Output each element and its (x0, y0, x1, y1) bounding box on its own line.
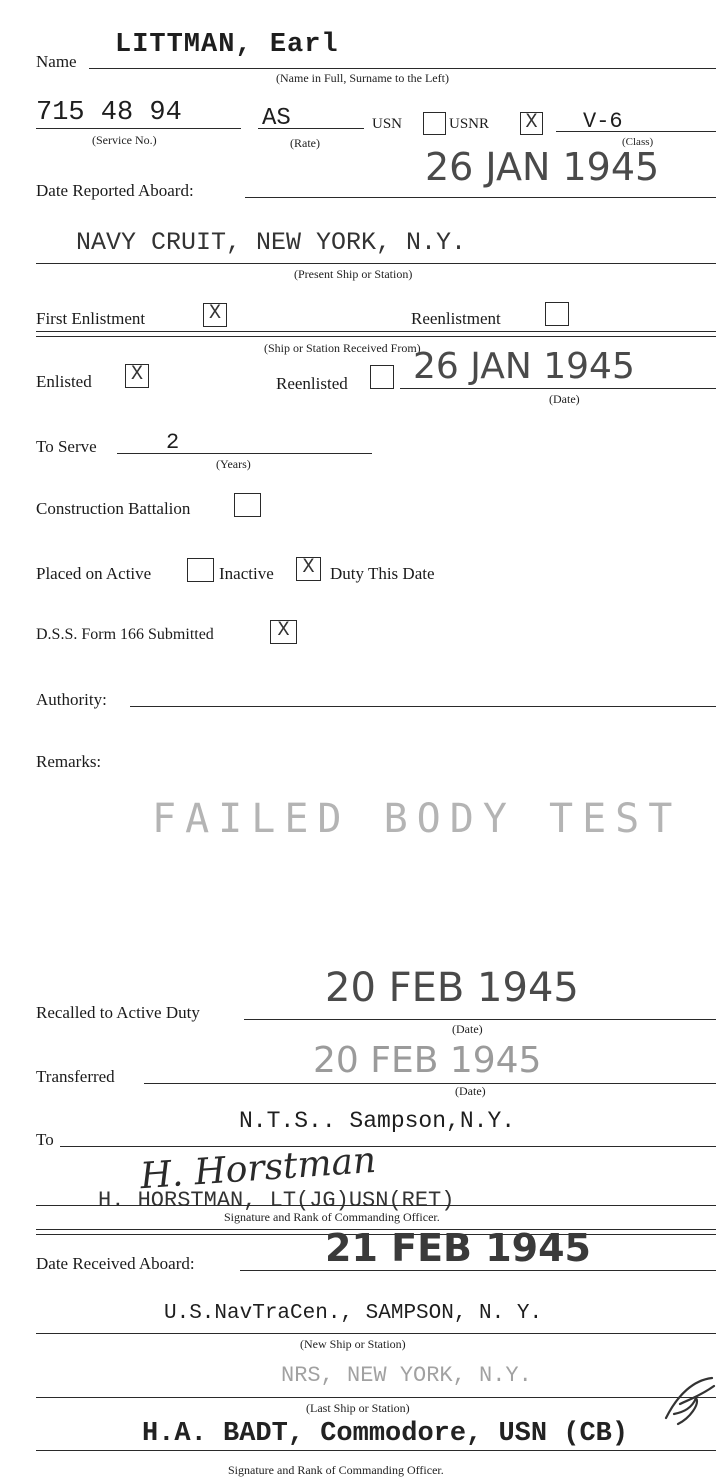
reenlistment-checkbox[interactable] (545, 302, 569, 326)
placed-on-active-label: Placed on Active (36, 564, 152, 583)
present-station-line (36, 263, 716, 264)
reenlisted-label: Reenlisted (276, 374, 348, 393)
to-serve-line (117, 453, 372, 454)
date-received-line (240, 1270, 716, 1271)
date-reported-label: Date Reported Aboard: (36, 181, 194, 200)
enlisted-checkbox[interactable] (125, 364, 149, 388)
name-value: LITTMAN, Earl (115, 30, 339, 60)
remarks-label: Remarks: (36, 752, 102, 771)
to-serve-label: To Serve (36, 437, 97, 456)
authority-line (130, 706, 716, 707)
present-station-caption: (Present Ship or Station) (294, 267, 413, 281)
to-serve-value: 2 (166, 430, 180, 455)
to-serve-caption: (Years) (216, 457, 251, 471)
recalled-stamp: 20 FEB 1945 (325, 965, 579, 1011)
recalled-label: Recalled to Active Duty (36, 1003, 200, 1022)
present-station-value: NAVY CRUIT, NEW YORK, N.Y. (76, 228, 467, 257)
rate-line (258, 128, 364, 129)
date-reported-stamp: 26 JAN 1945 (425, 145, 660, 189)
enlisted-check-mark: X (130, 363, 143, 386)
construction-battalion-label: Construction Battalion (36, 499, 191, 518)
name-caption: (Name in Full, Surname to the Left) (276, 71, 449, 85)
transferred-label: Transferred (36, 1067, 115, 1086)
signature-2-line (36, 1450, 716, 1451)
class-value: V-6 (583, 109, 623, 134)
last-station-caption: (Last Ship or Station) (306, 1401, 410, 1415)
signature-1-line (36, 1205, 716, 1206)
dss-form-label: D.S.S. Form 166 Submitted (36, 626, 214, 643)
usnr-checkbox[interactable] (520, 112, 543, 135)
new-station-caption: (New Ship or Station) (300, 1337, 406, 1351)
usn-label: USN (372, 116, 403, 132)
enlisted-label: Enlisted (36, 372, 92, 391)
dss-form-check-mark: X (277, 619, 290, 642)
name-line (89, 68, 716, 69)
inactive-check-mark: X (302, 556, 315, 579)
service-number-caption: (Service No.) (92, 133, 157, 147)
transferred-line (144, 1083, 716, 1084)
service-number-line (36, 128, 241, 129)
first-enlistment-checkbox[interactable] (203, 303, 227, 327)
date-received-label: Date Received Aboard: (36, 1254, 195, 1273)
date-reported-line (245, 197, 716, 198)
inactive-label: Inactive (219, 564, 274, 583)
reenlisted-checkbox[interactable] (370, 365, 394, 389)
new-station-line (36, 1333, 716, 1334)
first-enlistment-check-mark: X (208, 302, 221, 325)
recalled-date-caption: (Date) (452, 1022, 483, 1036)
signature-1-script: H. Horstman (138, 1139, 378, 1198)
signature-2-caption: Signature and Rank of Commanding Officer. (228, 1463, 444, 1477)
last-station-value: NRS, NEW YORK, N.Y. (281, 1363, 532, 1388)
duty-this-date-label: Duty This Date (330, 564, 435, 583)
new-station-value: U.S.NavTraCen., SAMPSON, N. Y. (164, 1302, 543, 1325)
usnr-label: USNR (449, 116, 490, 132)
enlisted-date-line (400, 388, 716, 389)
received-from-caption: (Ship or Station Received From) (264, 341, 421, 355)
remarks-stamp: FAILED BODY TEST (152, 796, 682, 842)
class-caption: (Class) (622, 136, 654, 148)
initials-scribble (660, 1374, 720, 1428)
rate-value: AS (262, 105, 291, 132)
authority-label: Authority: (36, 690, 107, 709)
date-received-stamp: 21 FEB 1945 (325, 1226, 591, 1270)
enlisted-date-stamp: 26 JAN 1945 (413, 346, 635, 387)
usn-checkbox[interactable] (423, 112, 446, 135)
divider-1a (36, 331, 716, 332)
active-checkbox[interactable] (187, 558, 214, 582)
to-line (60, 1146, 716, 1147)
signature-1-typed: H. HORSTMAN, LT(JG)USN(RET) (98, 1188, 455, 1213)
last-station-line (36, 1397, 716, 1398)
transferred-stamp: 20 FEB 1945 (313, 1040, 542, 1081)
service-number: 715 48 94 (36, 98, 182, 128)
usnr-check-mark: X (525, 111, 538, 134)
recalled-line (244, 1019, 716, 1020)
inactive-checkbox[interactable] (296, 557, 321, 581)
signature-2-typed: H.A. BADT, Commodore, USN (CB) (142, 1419, 629, 1449)
enlisted-date-caption: (Date) (549, 392, 580, 406)
rate-caption: (Rate) (290, 136, 320, 150)
divider-1b (36, 336, 716, 337)
transferred-date-caption: (Date) (455, 1084, 486, 1098)
to-label: To (36, 1130, 54, 1149)
reenlistment-label: Reenlistment (411, 309, 501, 328)
construction-battalion-checkbox[interactable] (234, 493, 261, 517)
first-enlistment-label: First Enlistment (36, 309, 146, 328)
to-value: N.T.S.. Sampson,N.Y. (239, 1108, 516, 1134)
signature-1-caption: Signature and Rank of Commanding Officer. (224, 1210, 440, 1224)
dss-form-checkbox[interactable] (270, 620, 297, 644)
name-label: Name (36, 52, 77, 71)
class-line (556, 131, 716, 132)
